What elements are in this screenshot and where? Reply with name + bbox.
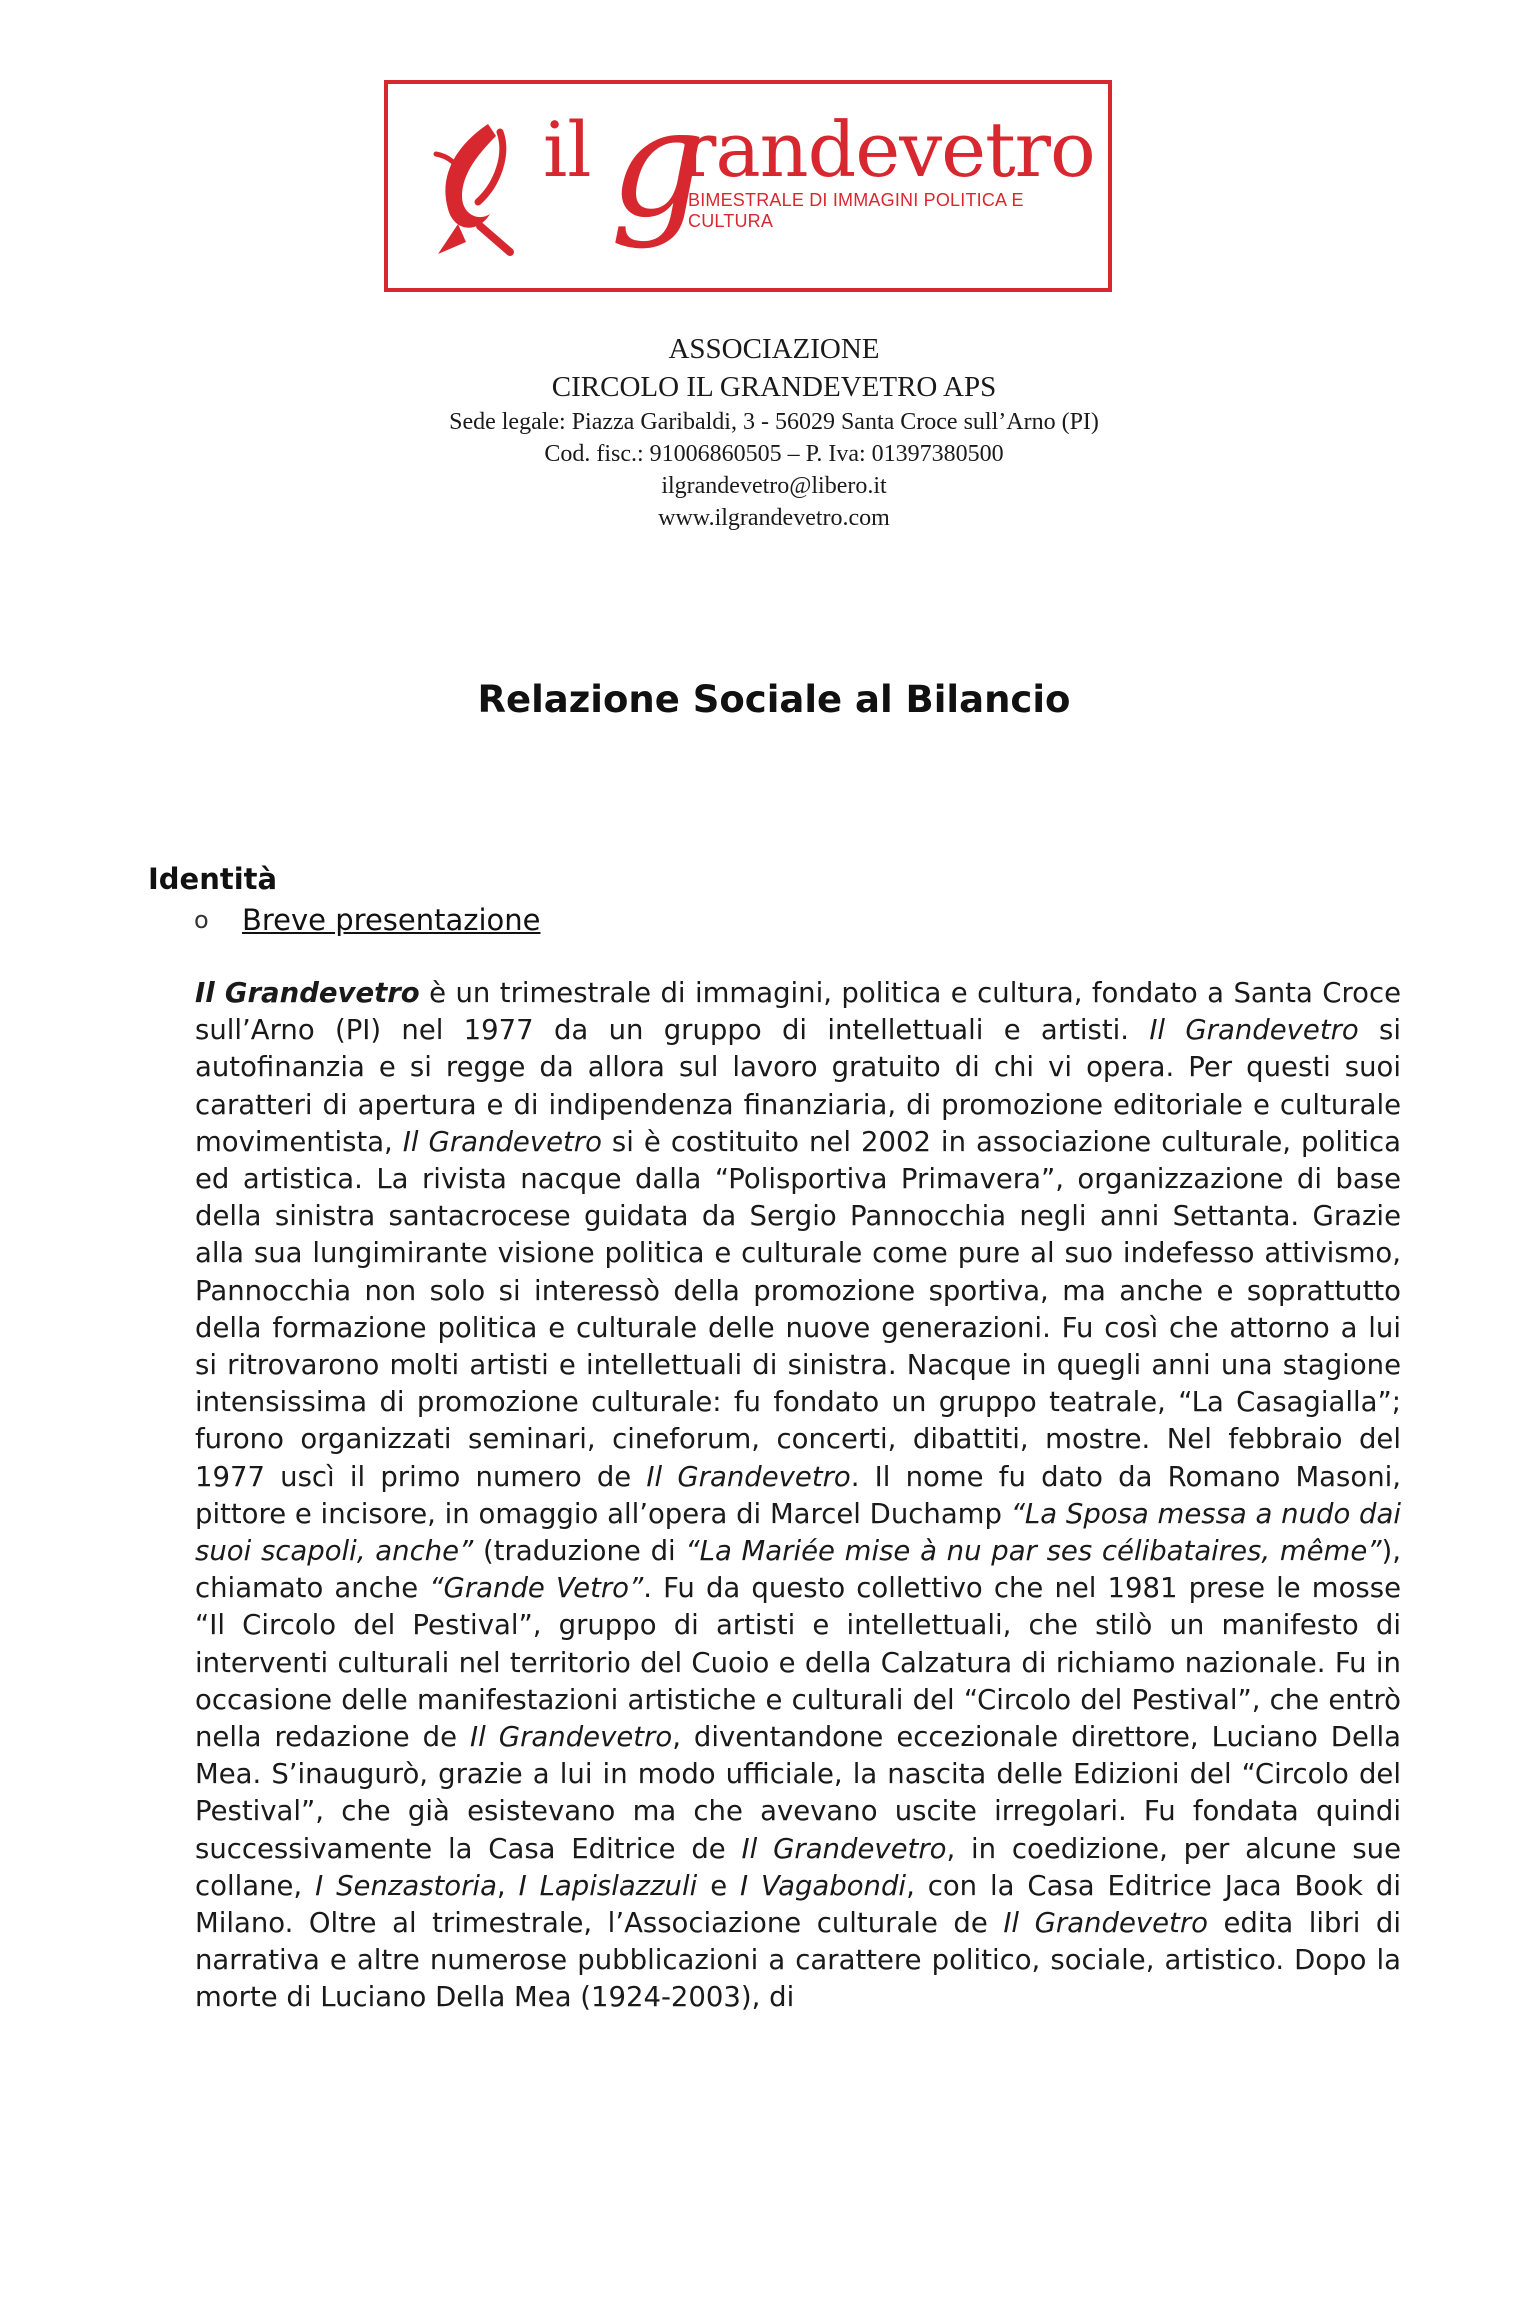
logo-word-randevetro: randevetro	[680, 105, 1095, 194]
body-span: ), chiamato anche	[195, 1535, 1401, 1605]
association-email: ilgrandevetro@libero.it	[661, 473, 887, 499]
body-span: è un trimestrale di immagini, politica e cultura, fondato a Santa Croce sull’Arno (PI) nel 1977 da un gruppo di intellettuali e artisti.	[195, 977, 1402, 1047]
body-span: , diventandone eccezionale direttore, Luciano Della Mea. S’inaugurò, grazie a lui in modo ufficiale, la nascita delle Edizioni del “Circolo del Pestival”, che già esistevano ma che avevano uscite irregolari. Fu fondata quindi successivamente la Casa Editrice de	[195, 1721, 1401, 1865]
body-span: edita libri di narrativa e altre numerose pubblicazioni a carattere politico, sociale, artistico. Dopo la morte di Luciano Della Mea (1924-2003), di	[195, 1907, 1402, 2014]
body-span: Il Grandevetro	[195, 977, 420, 1009]
body-span: ,	[496, 1869, 519, 1902]
logo-subtitle: BIMESTRALE DI IMMAGINI POLITICA E CULTURA	[688, 190, 1024, 231]
body-span: Il Grandevetro	[402, 1125, 602, 1158]
body-paragraph	[195, 975, 1401, 2017]
body-span: Il Grandevetro	[646, 1460, 851, 1493]
logo-word-il: il	[543, 105, 592, 194]
body-span: I Senzastoria	[315, 1869, 497, 1902]
body-span: “La Sposa messa a nudo dai suoi scapoli, anche”	[195, 1497, 1401, 1568]
association-fiscal: Cod. fisc.: 91006860505 – P. Iva: 01397380500	[544, 441, 1004, 467]
association-line1: ASSOCIAZIONE	[668, 333, 880, 365]
body-span: “Grande Vetro”	[429, 1572, 644, 1605]
body-span: Il Grandevetro	[470, 1721, 673, 1754]
logo-letter-g: g	[610, 77, 707, 251]
body-span: si è costituito nel 2002 in associazione culturale, politica ed artistica. La rivista nacque dalla “Polisportiva Primavera”, organizzazione di base della sinistra santacrocese guidata da Sergio Pannocchia negli anni Settanta. Grazie alla sua lungimirante visione politica e culturale come pure al suo indefesso attivismo, Pannocchia non solo si interessò della promozione sportiva, ma anche e soprattutto della formazione politica e culturale delle nuove generazioni. Fu così che attorno a lui si ritrovarono molti artisti e intellettuali di sinistra. Nacque in quegli anni una stagione intensissima di promozione culturale: fu fondato un gruppo teatrale, “La Casagialla”; furono organizzati seminari, cineforum, concerti, dibattiti, mostre. Nel febbraio del 1977 uscì il primo numero de	[195, 1125, 1402, 1493]
body-span: Il Grandevetro	[741, 1832, 947, 1865]
bullet-marker: o	[194, 906, 209, 934]
body-span: , in coedizione, per alcune sue collane,	[195, 1832, 1401, 1902]
logo-figure-icon	[418, 114, 528, 264]
body-span: si autofinanzia e si regge da allora sul lavoro gratuito di chi vi opera. Per questi suoi caratteri di apertura e di indipendenza finanziaria, di promozione editoriale e culturale movimentista,	[195, 1014, 1402, 1158]
body-span: Il Grandevetro	[1003, 1907, 1208, 1940]
subheading: Breve presentazione	[242, 903, 541, 937]
body-span: . Il nome fu dato da Romano Masoni, pittore e incisore, in omaggio all’opera di Marcel Duchamp	[195, 1460, 1402, 1530]
body-span: , con la Casa Editrice Jaca Book di Milano. Oltre al trimestrale, l’Associazione culturale de	[195, 1869, 1401, 1940]
association-line2: CIRCOLO IL GRANDEVETRO APS	[551, 371, 997, 403]
document-title: Relazione Sociale al Bilancio	[477, 678, 1071, 721]
body-span: Il Grandevetro	[1149, 1014, 1359, 1047]
association-address: Sede legale: Piazza Garibaldi, 3 - 56029 Santa Croce sull’Arno (PI)	[449, 409, 1099, 435]
body-span: (traduzione di	[473, 1535, 686, 1568]
body-span: I Vagabondi	[740, 1869, 907, 1902]
section-heading: Identità	[148, 862, 278, 896]
body-span: . Fu da questo collettivo che nel 1981 prese le mosse “Il Circolo del Pestival”, gruppo di artisti e intellettuali, che stilò un manifesto di interventi culturali nel territorio del Cuoio e della Calzatura di richiamo nazionale. Fu in occasione delle manifestazioni artistiche e culturali del “Circolo del Pestival”, che entrò nella redazione de	[195, 1572, 1401, 1754]
logo-box	[384, 77, 1112, 292]
body-span: “La Mariée mise à nu par ses célibataires, même”	[685, 1535, 1382, 1568]
body-span: e	[697, 1869, 741, 1902]
body-span: I Lapislazzuli	[518, 1869, 698, 1902]
association-header	[0, 330, 1530, 534]
association-website: www.ilgrandevetro.com	[658, 505, 890, 531]
